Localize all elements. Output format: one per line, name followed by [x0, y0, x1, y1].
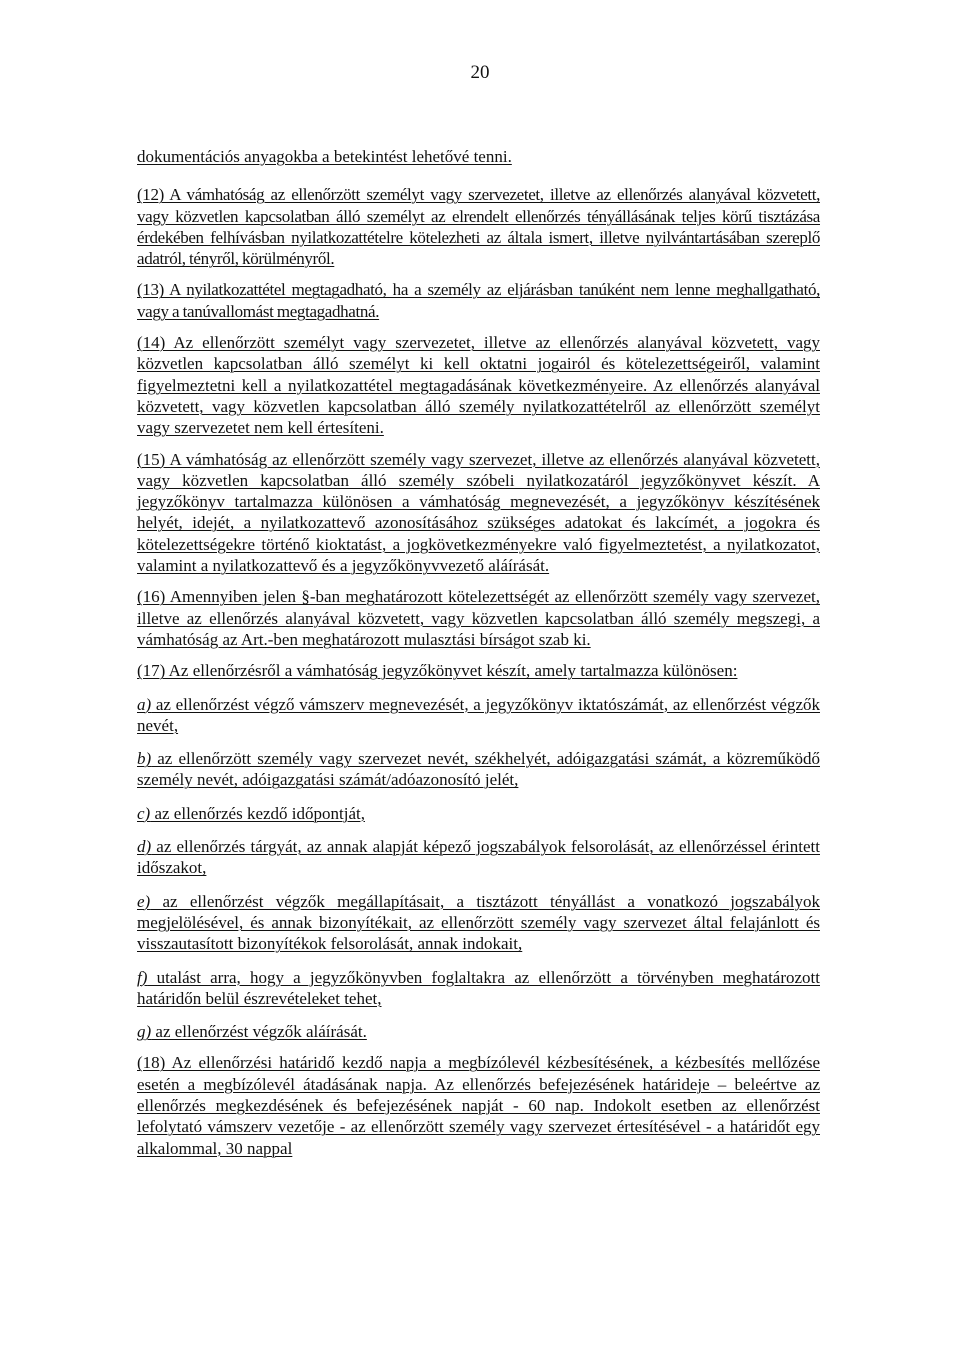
list-item-d — [137, 836, 820, 879]
list-item-text: az ellenőrzött személy vagy szervezet nevét, székhelyét, adóigazgatási számát, a közreműködő személy nevét, adóigazgatási számát/adóazonosító jelét, — [137, 749, 820, 790]
list-item-label: e) — [137, 891, 151, 911]
paragraph-15: (15) A vámhatóság az ellenőrzött személy vagy szervezet, illetve az ellenőrzés alanyával közvetett, vagy közvetlen kapcsolatban álló személy szóbeli nyilatkozatáról jegyzőkönyvet készít. A jegyzőkönyv tartalmazza különösen a vámhatóság megnevezését, a jegyzőkönyv készítésének helyét, idejét, a nyilatkozattevő azonosításához szükséges adatokat és lakcímét, a jogokra és kötelezettségekre történő kioktatást, a jogkövetkezményekre való figyelmeztetést, a nyilatkozatot, valamint a nyilatkozattevő és a jegyzőkönyvvezető aláírását. — [137, 449, 820, 576]
list-item-text: az ellenőrzést végzők megállapításait, a tisztázott tényállást a vonatkozó jogszabályok megjelölésével, és annak bizonyítékait, az ellenőrzött személy vagy szervezet által felajánlott és visszautasított bizonyítékok felsorolását, annak indokait, — [137, 891, 820, 954]
list-item-label: a) — [137, 694, 152, 714]
list-item-a — [137, 694, 820, 737]
paragraph-16: (16) Amennyiben jelen §-ban meghatározott kötelezettségét az ellenőrzött személy vagy szervezet, illetve az ellenőrzés alanyával közvetett, vagy közvetlen kapcsolatban álló személy megszegi, a vámhatóság az Art.-ben meghatározott mulasztási bírságot szab ki. — [137, 587, 820, 649]
list-item-label: g) — [137, 1022, 152, 1042]
list-item-c — [137, 803, 820, 824]
list-item-label: f) — [137, 967, 148, 987]
paragraph-14: (14) Az ellenőrzött személyt vagy szervezetet, illetve az ellenőrzés alanyával közvetett, vagy közvetlen kapcsolatban álló személyt ki kell oktatni jogairól és kötelezettségeiről, valamint figyelmeztetni kell a nyilatkozattétel megtagadásának következményeire. Az ellenőrzés alanyával közvetett, vagy közvetlen kapcsolatban álló személy nyilatkozattételről az ellenőrzött személyt vagy szervezetet nem kell értesíteni. — [137, 333, 820, 438]
list-item-text: az ellenőrzést végző vámszerv megnevezését, a jegyzőkönyv iktatószámát, az ellenőrzést végzők nevét, — [137, 694, 820, 735]
list-item-text: az ellenőrzés kezdő időpontját, — [150, 803, 365, 823]
list-item-b — [137, 748, 820, 791]
paragraph-continuation: dokumentációs anyagokba a betekintést lehetővé tenni. — [137, 147, 512, 166]
paragraph-13: (13) A nyilatkozattétel megtagadható, ha a személy az eljárásban tanúként nem lenne meghallgatható, vagy a tanúvallomást megtagadhatná. — [137, 280, 820, 321]
list-item-label: c) — [137, 803, 151, 823]
list-item-text: az ellenőrzés tárgyát, az annak alapját képező jogszabályok felsorolását, az ellenőrzéssel érintett időszakot, — [137, 837, 820, 878]
paragraph-12: (12) A vámhatóság az ellenőrzött személyt vagy szervezetet, illetve az ellenőrzés alanyával közvetett, vagy közvetlen kapcsolatban álló személyt az elrendelt ellenőrzés tényállásának teljes körű tisztázása érdekében felhívásban nyilatkozattételre kötelezheti az általa ismert, illetve nyilvántartásában szereplő adatról, tényről, körülményről. — [137, 185, 820, 269]
list-item-text: utalást arra, hogy a jegyzőkönyvben foglaltakra az ellenőrzött a törvényben meghatározott határidőn belül észrevételeket tehet, — [137, 967, 820, 1008]
list-item-label: d) — [137, 837, 152, 857]
paragraph-17: (17) Az ellenőrzésről a vámhatóság jegyzőkönyvet készít, amely tartalmazza különösen: — [137, 661, 738, 681]
list-item-e — [137, 891, 820, 955]
list-item-f — [137, 967, 820, 1010]
list-item-text: az ellenőrzést végzők aláírását. — [151, 1022, 367, 1042]
list-item-g — [137, 1021, 820, 1042]
paragraph-18: (18) Az ellenőrzési határidő kezdő napja a megbízólevél kézbesítésének, a kézbesítés mellőzése esetén a megbízólevél átadásának napja. Az ellenőrzés befejezésének határideje – beleértve az ellenőrzés megkezdésének és befejezésének napját - 60 nap. Indokolt esetben az ellenőrzést lefolytató vámszerv vezetője - az ellenőrzött személy vagy szervezet értesítésével - a határidőt egy alkalommal, 30 nappal — [137, 1053, 820, 1158]
page-body — [137, 146, 820, 1159]
page-number: 20 — [470, 62, 490, 83]
list-item-label: b) — [137, 749, 152, 769]
